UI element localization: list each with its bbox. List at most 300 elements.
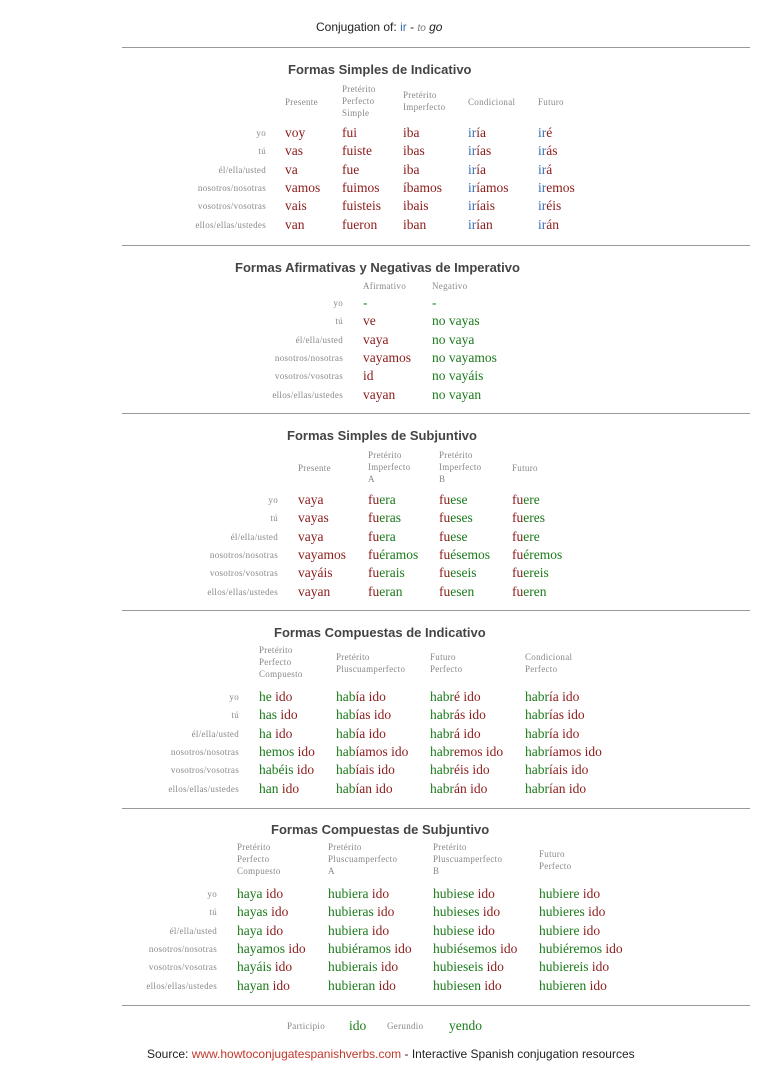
ind-futuro-perfecto-form	[430, 781, 487, 797]
subj-pluscuamB-form	[433, 886, 495, 902]
ind-pluscuam-form-participle: ido	[368, 725, 386, 741]
subj-impB-form	[439, 584, 474, 600]
column-header: Futuro Perfecto	[430, 652, 463, 674]
subj-pluscuamA-form	[328, 959, 398, 975]
subj-pluscuamB-form-participle: ido	[477, 886, 495, 901]
subj-pluscuamA-form-ending: ierais	[348, 959, 378, 975]
pronoun-label: él/ella/usted	[218, 164, 266, 175]
column-header: Pretérito Imperfecto A	[368, 450, 411, 484]
ind-futuro-perfecto-form-participle: ido	[463, 725, 481, 741]
ind-condicional-perfecto-form-participle: ido	[568, 780, 587, 796]
subj-futuro-form	[512, 510, 545, 526]
condicional-form-ending: íais	[476, 198, 495, 214]
ind-pluscuam-form-ending: ía	[355, 725, 366, 741]
column-header: Pretérito Perfecto Simple	[342, 84, 376, 118]
subj-pluscuamA-form-ending: ieran	[348, 977, 376, 993]
subj-perfecto-form-participle: ido	[288, 940, 306, 956]
subj-futuro-perfecto-form-stem: hub	[539, 940, 560, 956]
condicional-form-stem: ir	[468, 125, 477, 140]
divider	[122, 610, 750, 611]
subj-impB-form-ending: eseis	[450, 565, 477, 581]
title-to: to	[417, 23, 426, 34]
ind-futuro-perfecto-form-stem: habr	[430, 725, 454, 741]
ind-perfecto-form-stem: habéis	[259, 762, 294, 778]
subj-futuro-form-ending: éremos	[523, 546, 563, 562]
ind-pluscuam-form-ending: ían	[355, 780, 372, 796]
subj-pluscuamB-form-stem: hub	[433, 904, 454, 920]
subj-impA-form	[368, 510, 401, 526]
subj-impA-form-stem: fu	[368, 546, 380, 562]
preterito-form: fuimos	[342, 179, 380, 195]
pronoun-label: tú	[270, 513, 278, 524]
subj-futuro-perfecto-form-stem: hub	[539, 922, 560, 938]
subj-perfecto-form	[237, 978, 290, 994]
subj-futuro-form	[512, 547, 562, 563]
subj-pluscuamA-form-ending: iera	[348, 886, 369, 901]
pronoun-label: tú	[231, 710, 239, 721]
column-header: Condicional Perfecto	[525, 652, 573, 674]
futuro-form-stem: ir	[538, 179, 547, 195]
subj-pluscuamA-form	[328, 886, 389, 902]
subj-futuro-perfecto-form-ending: iereis	[559, 959, 589, 975]
subj-pluscuamA-form-participle: ido	[371, 922, 390, 938]
ind-pluscuam-form-stem: hab	[336, 780, 356, 796]
ind-perfecto-form	[259, 744, 315, 760]
ind-futuro-perfecto-form-ending: án	[454, 780, 467, 796]
afirmativo-form: vayamos	[363, 349, 411, 365]
ind-futuro-perfecto-form-ending: ás	[454, 707, 466, 723]
subj-impA-form-stem: fu	[368, 583, 380, 599]
participio-value: ido	[349, 1018, 367, 1033]
ind-perfecto-form-stem: has	[259, 707, 277, 723]
ind-futuro-perfecto-form	[430, 762, 490, 778]
ind-perfecto-form-participle: ido	[296, 762, 315, 778]
pronoun-label: ellos/ellas/ustedes	[272, 389, 343, 400]
pronoun-label: ellos/ellas/ustedes	[168, 783, 239, 794]
afirmativo-form: vaya	[363, 331, 389, 347]
subj-pluscuamB-form-stem: hub	[433, 940, 454, 956]
pronoun-label: vosotros/vosotras	[170, 765, 239, 776]
subj-impA-form	[368, 584, 402, 600]
subj-futuro-perfecto-form	[539, 886, 600, 902]
column-header: Negativo	[432, 281, 468, 291]
subj-presente-form: vaya	[298, 528, 324, 544]
ind-perfecto-form-stem: ha	[259, 725, 272, 741]
subj-futuro-perfecto-form-participle: ido	[591, 959, 610, 975]
subj-impA-form	[368, 547, 418, 563]
ind-futuro-perfecto-form	[430, 744, 503, 760]
ind-perfecto-form-stem: he	[259, 689, 272, 704]
title-sep: -	[410, 20, 415, 34]
subj-pluscuamB-form-participle: ido	[482, 904, 501, 920]
subj-futuro-perfecto-form	[539, 978, 607, 994]
subj-pluscuamB-form	[433, 904, 500, 920]
subj-impB-form-ending: eses	[450, 510, 473, 526]
subj-impA-form-stem: fu	[368, 565, 380, 581]
subj-impA-form-ending: éramos	[379, 546, 419, 562]
futuro-form-stem: ir	[538, 143, 547, 159]
ind-condicional-perfecto-form-stem: habr	[525, 689, 549, 704]
subj-pluscuamB-form-participle: ido	[500, 940, 518, 956]
pronoun-label: nosotros/nosotras	[274, 352, 343, 363]
subj-pluscuamB-form-stem: hub	[433, 959, 454, 975]
subj-presente-form: vaya	[298, 492, 324, 507]
subj-futuro-form	[512, 529, 540, 545]
subj-impB-form-stem: fu	[439, 583, 451, 599]
ind-perfecto-form-stem: han	[259, 780, 279, 796]
condicional-form-stem: ir	[468, 161, 477, 177]
ind-condicional-perfecto-form-stem: habr	[525, 743, 549, 759]
subj-pluscuamB-form-ending: ieseis	[453, 959, 484, 975]
subj-pluscuamB-form	[433, 941, 517, 957]
column-header: Pretérito Perfecto Compuesto	[237, 842, 281, 876]
pronoun-label: nosotros/nosotras	[197, 182, 266, 193]
imperfecto-form: iba	[403, 161, 420, 177]
subj-impA-form-ending: eras	[379, 510, 401, 526]
subj-pluscuamA-form	[328, 904, 394, 920]
ind-pluscuam-form-ending: ías	[355, 707, 371, 723]
subj-futuro-perfecto-form-stem: hub	[539, 977, 560, 993]
ind-futuro-perfecto-form-ending: éis	[454, 762, 469, 778]
subj-impA-form	[368, 529, 396, 545]
subj-futuro-perfecto-form	[539, 923, 600, 939]
ind-perfecto-form-participle: ido	[297, 743, 315, 759]
ind-condicional-perfecto-form-ending: íais	[549, 762, 568, 778]
subj-pluscuamB-form-ending: ieses	[453, 904, 480, 920]
ind-condicional-perfecto-form-stem: habr	[525, 762, 549, 778]
subj-presente-form: vayas	[298, 510, 329, 526]
subj-perfecto-form-participle: ido	[271, 904, 289, 920]
subj-presente-form: vayáis	[298, 565, 333, 581]
condicional-form-stem: ir	[468, 143, 477, 159]
subj-pluscuamB-form-stem: hub	[433, 886, 454, 901]
subj-futuro-perfecto-form-stem: hub	[539, 886, 560, 901]
column-header: Futuro	[538, 97, 564, 107]
subj-pluscuamB-form-participle: ido	[484, 977, 502, 993]
ind-futuro-perfecto-form-stem: habr	[430, 707, 454, 723]
ind-futuro-perfecto-form-participle: ido	[468, 707, 486, 723]
pronoun-label: vosotros/vosotras	[197, 201, 266, 212]
column-header: Futuro	[512, 463, 538, 473]
subj-perfecto-form-stem: hay	[237, 922, 257, 938]
ind-condicional-perfecto-form-participle: ido	[562, 725, 580, 741]
pronoun-label: yo	[256, 128, 266, 138]
subj-futuro-perfecto-form-stem: hub	[539, 959, 560, 975]
negativo-form: no vayamos	[432, 349, 497, 365]
condicional-form-stem: ir	[468, 179, 477, 195]
column-header: Pretérito Imperfecto	[403, 90, 446, 112]
subj-perfecto-form-stem: hay	[237, 904, 257, 920]
subj-perfecto-form-stem: hay	[237, 886, 257, 901]
column-header: Presente	[285, 97, 318, 107]
ind-condicional-perfecto-form	[525, 707, 585, 723]
ind-perfecto-form-participle: ido	[275, 725, 293, 741]
subj-pluscuamB-form-participle: ido	[477, 922, 495, 938]
subj-pluscuamA-form-ending: iéramos	[348, 940, 391, 956]
subj-pluscuamA-form-participle: ido	[394, 940, 412, 956]
negativo-form: no vaya	[432, 331, 475, 347]
subj-futuro-form-stem: fu	[512, 546, 524, 562]
condicional-form	[468, 125, 486, 141]
pronoun-label: él/ella/usted	[230, 531, 278, 542]
negativo-form: -	[432, 295, 437, 310]
footer-prefix: Source:	[147, 1047, 189, 1061]
divider	[122, 245, 750, 246]
presente-form: vas	[285, 143, 303, 159]
column-header: Futuro Perfecto	[539, 849, 572, 871]
subj-impA-form-ending: eran	[379, 583, 403, 599]
ind-pluscuam-form	[336, 726, 386, 742]
ind-futuro-perfecto-form	[430, 726, 481, 742]
subj-impB-form	[439, 565, 477, 581]
subj-impB-form	[439, 492, 468, 508]
subj-perfecto-form-ending: áis	[256, 959, 272, 975]
subj-pluscuamA-form-stem: hub	[328, 977, 349, 993]
ind-condicional-perfecto-form-ending: ían	[549, 780, 566, 796]
pronoun-label: vosotros/vosotras	[209, 568, 278, 579]
subj-futuro-form-ending: eres	[523, 510, 545, 526]
ind-futuro-perfecto-form-participle: ido	[485, 743, 504, 759]
subj-futuro-perfecto-form-participle: ido	[589, 977, 607, 993]
preterito-form: fuiste	[342, 143, 372, 159]
ind-condicional-perfecto-form-ending: ías	[549, 707, 564, 723]
condicional-form	[468, 162, 486, 178]
subj-perfecto-form	[237, 904, 288, 920]
condicional-form	[468, 198, 495, 214]
subj-pluscuamA-form-ending: iera	[348, 922, 369, 938]
pronoun-label: él/ella/usted	[169, 925, 217, 936]
afirmativo-form: vayan	[363, 386, 396, 402]
futuro-form-ending: án	[546, 216, 559, 232]
pronoun-label: él/ella/usted	[191, 728, 239, 739]
ind-futuro-perfecto-form-stem: habr	[430, 743, 454, 759]
section-title: Formas Simples de Indicativo	[288, 62, 472, 77]
ind-perfecto-form-participle: ido	[275, 689, 293, 704]
condicional-form-stem: ir	[468, 198, 477, 214]
ind-pluscuam-form-participle: ido	[391, 743, 409, 759]
presente-form: van	[285, 216, 305, 232]
subj-perfecto-form-ending: a	[256, 886, 263, 901]
subj-futuro-form-stem: fu	[512, 528, 524, 544]
subj-futuro-form-ending: ereis	[523, 565, 549, 581]
footer-link[interactable]: www.howtoconjugatespanishverbs.com	[191, 1047, 402, 1061]
ind-perfecto-form-participle: ido	[281, 780, 300, 796]
ind-pluscuam-form	[336, 781, 393, 797]
negativo-form: no vayas	[432, 313, 480, 329]
subj-futuro-perfecto-form-participle: ido	[588, 904, 606, 920]
pronoun-label: ellos/ellas/ustedes	[146, 980, 217, 991]
subj-impB-form-stem: fu	[439, 565, 451, 581]
pronoun-label: yo	[333, 298, 343, 308]
subj-futuro-form-ending: ere	[523, 492, 540, 507]
subj-futuro-form	[512, 492, 540, 508]
pronoun-label: ellos/ellas/ustedes	[207, 586, 278, 597]
subj-impA-form	[368, 565, 405, 581]
ind-perfecto-form	[259, 707, 298, 723]
ind-condicional-perfecto-form	[525, 726, 579, 742]
afirmativo-form: ve	[363, 313, 376, 329]
subj-futuro-perfecto-form	[539, 904, 605, 920]
ind-condicional-perfecto-form-participle: ido	[571, 762, 589, 778]
ind-condicional-perfecto-form-participle: ido	[562, 689, 580, 704]
subj-perfecto-form-ending: a	[256, 922, 263, 938]
participio-label: Participio	[287, 1021, 325, 1031]
ind-perfecto-form	[259, 781, 299, 797]
subj-futuro-form-ending: eren	[523, 583, 547, 599]
condicional-form	[468, 143, 491, 159]
subj-impB-form-stem: fu	[439, 492, 451, 507]
subj-perfecto-form-participle: ido	[265, 886, 284, 901]
ind-condicional-perfecto-form-stem: habr	[525, 780, 549, 796]
ind-pluscuam-form-ending: íais	[355, 762, 375, 778]
pronoun-label: vosotros/vosotras	[274, 371, 343, 382]
ind-futuro-perfecto-form-stem: habr	[430, 689, 454, 704]
futuro-form	[538, 162, 552, 178]
subj-futuro-form-ending: ere	[523, 528, 540, 544]
subj-perfecto-form-stem: hay	[237, 959, 257, 975]
condicional-form	[468, 217, 493, 233]
ind-futuro-perfecto-form-stem: habr	[430, 762, 454, 778]
ind-pluscuam-form	[336, 762, 395, 778]
ind-pluscuam-form	[336, 689, 386, 705]
ind-pluscuam-form-participle: ido	[375, 780, 393, 796]
subj-pluscuamA-form-stem: hub	[328, 922, 349, 938]
subj-perfecto-form-ending: an	[256, 977, 270, 993]
subj-impB-form	[439, 547, 490, 563]
subj-perfecto-form-stem: hay	[237, 940, 257, 956]
subj-impA-form-ending: erais	[379, 565, 405, 581]
subj-pluscuamA-form-ending: ieras	[348, 904, 374, 920]
condicional-form-ending: ían	[476, 216, 493, 232]
subj-futuro-form	[512, 565, 549, 581]
subj-impA-form	[368, 492, 396, 508]
futuro-form	[538, 198, 561, 214]
title-prefix: Conjugation of:	[316, 20, 397, 34]
gerundio-label: Gerundio	[387, 1021, 424, 1031]
ind-condicional-perfecto-form-participle: ido	[584, 743, 602, 759]
subj-impB-form-stem: fu	[439, 528, 451, 544]
subj-pluscuamB-form-ending: iese	[453, 886, 475, 901]
futuro-form	[538, 143, 558, 159]
ind-pluscuam-form-stem: hab	[336, 762, 356, 778]
page-title	[316, 20, 442, 34]
futuro-form	[538, 217, 559, 233]
ind-condicional-perfecto-form	[525, 762, 588, 778]
condicional-form-stem: ir	[468, 216, 477, 232]
subj-pluscuamB-form-ending: iese	[453, 922, 475, 938]
ind-futuro-perfecto-form-participle: ido	[463, 689, 481, 704]
subj-futuro-perfecto-form-ending: ieres	[559, 904, 585, 920]
ind-condicional-perfecto-form-ending: íamos	[549, 743, 582, 759]
subj-pluscuamA-form-stem: hub	[328, 904, 349, 920]
section-title: Formas Compuestas de Indicativo	[274, 625, 486, 640]
ind-futuro-perfecto-form-ending: á	[454, 725, 460, 741]
subj-futuro-form-stem: fu	[512, 565, 524, 581]
subj-pluscuamB-form-ending: iesen	[453, 977, 481, 993]
subj-pluscuamA-form-stem: hub	[328, 886, 349, 901]
subj-impB-form	[439, 510, 473, 526]
column-header: Presente	[298, 463, 331, 473]
futuro-form-ending: ás	[546, 143, 558, 159]
futuro-form-stem: ir	[538, 198, 547, 214]
column-header: Pretérito Pluscuamperfecto B	[433, 842, 503, 876]
footer	[147, 1047, 635, 1061]
imperfecto-form: iban	[403, 216, 427, 232]
column-header: Pretérito Pluscuamperfecto A	[328, 842, 398, 876]
subj-pluscuamA-form-participle: ido	[378, 977, 396, 993]
section-title: Formas Simples de Subjuntivo	[287, 428, 477, 443]
ind-futuro-perfecto-form-ending: é	[454, 689, 460, 704]
subj-pluscuamA-form-participle: ido	[380, 959, 399, 975]
subj-presente-form: vayan	[298, 583, 331, 599]
imperfecto-form: íbamos	[403, 179, 442, 195]
subj-impA-form-ending: era	[379, 492, 396, 507]
ind-perfecto-form-stem: hemos	[259, 743, 295, 759]
ind-pluscuam-form	[336, 707, 391, 723]
subj-pluscuamB-form	[433, 923, 495, 939]
ind-condicional-perfecto-form	[525, 744, 602, 760]
section-title: Formas Compuestas de Subjuntivo	[271, 822, 490, 837]
ind-pluscuam-form-stem: hab	[336, 689, 356, 704]
ind-futuro-perfecto-form	[430, 707, 486, 723]
ind-futuro-perfecto-form-stem: habr	[430, 780, 454, 796]
pronoun-label: yo	[229, 692, 239, 702]
subj-futuro-form	[512, 584, 546, 600]
subj-pluscuamA-form-stem: hub	[328, 959, 349, 975]
subj-futuro-perfecto-form-ending: ieren	[559, 977, 587, 993]
ind-pluscuam-form-ending: íamos	[355, 743, 388, 759]
afirmativo-form: id	[363, 368, 374, 384]
subj-futuro-perfecto-form-ending: iere	[559, 922, 580, 938]
pronoun-label: él/ella/usted	[295, 334, 343, 345]
subj-futuro-form-stem: fu	[512, 583, 524, 599]
subj-perfecto-form-ending: amos	[256, 940, 285, 956]
futuro-form-ending: emos	[546, 179, 575, 195]
column-header: Pretérito Perfecto Compuesto	[259, 645, 303, 679]
subj-perfecto-form	[237, 886, 283, 902]
subj-perfecto-form-participle: ido	[274, 959, 293, 975]
subj-pluscuamA-form-participle: ido	[371, 886, 390, 901]
subj-pluscuamB-form-stem: hub	[433, 922, 454, 938]
subj-impA-form-stem: fu	[368, 492, 380, 507]
futuro-form	[538, 125, 552, 141]
ind-futuro-perfecto-form-ending: emos	[454, 743, 483, 759]
subj-perfecto-form-ending: as	[256, 904, 268, 920]
footer-suffix: - Interactive Spanish conjugation resources	[404, 1047, 635, 1061]
divider	[122, 808, 750, 809]
pronoun-label: ellos/ellas/ustedes	[195, 219, 266, 230]
subj-impA-form-stem: fu	[368, 510, 380, 526]
preterito-form: fue	[342, 161, 360, 177]
ind-condicional-perfecto-form-stem: habr	[525, 725, 549, 741]
subj-perfecto-form	[237, 959, 292, 975]
futuro-form-ending: á	[546, 161, 553, 177]
pronoun-label: nosotros/nosotras	[170, 746, 239, 757]
subj-futuro-perfecto-form-stem: hub	[539, 904, 560, 920]
ind-pluscuam-form-participle: ido	[377, 762, 395, 778]
presente-form: va	[285, 161, 298, 177]
subj-perfecto-form-participle: ido	[272, 977, 290, 993]
title-meaning: go	[429, 20, 443, 34]
divider	[122, 1005, 750, 1006]
ind-condicional-perfecto-form	[525, 781, 586, 797]
condicional-form-ending: ía	[476, 125, 486, 140]
futuro-form-stem: ir	[538, 216, 547, 232]
futuro-form	[538, 180, 575, 196]
ind-pluscuam-form-ending: ía	[355, 689, 366, 704]
ind-pluscuam-form	[336, 744, 408, 760]
ind-futuro-perfecto-form	[430, 689, 481, 705]
